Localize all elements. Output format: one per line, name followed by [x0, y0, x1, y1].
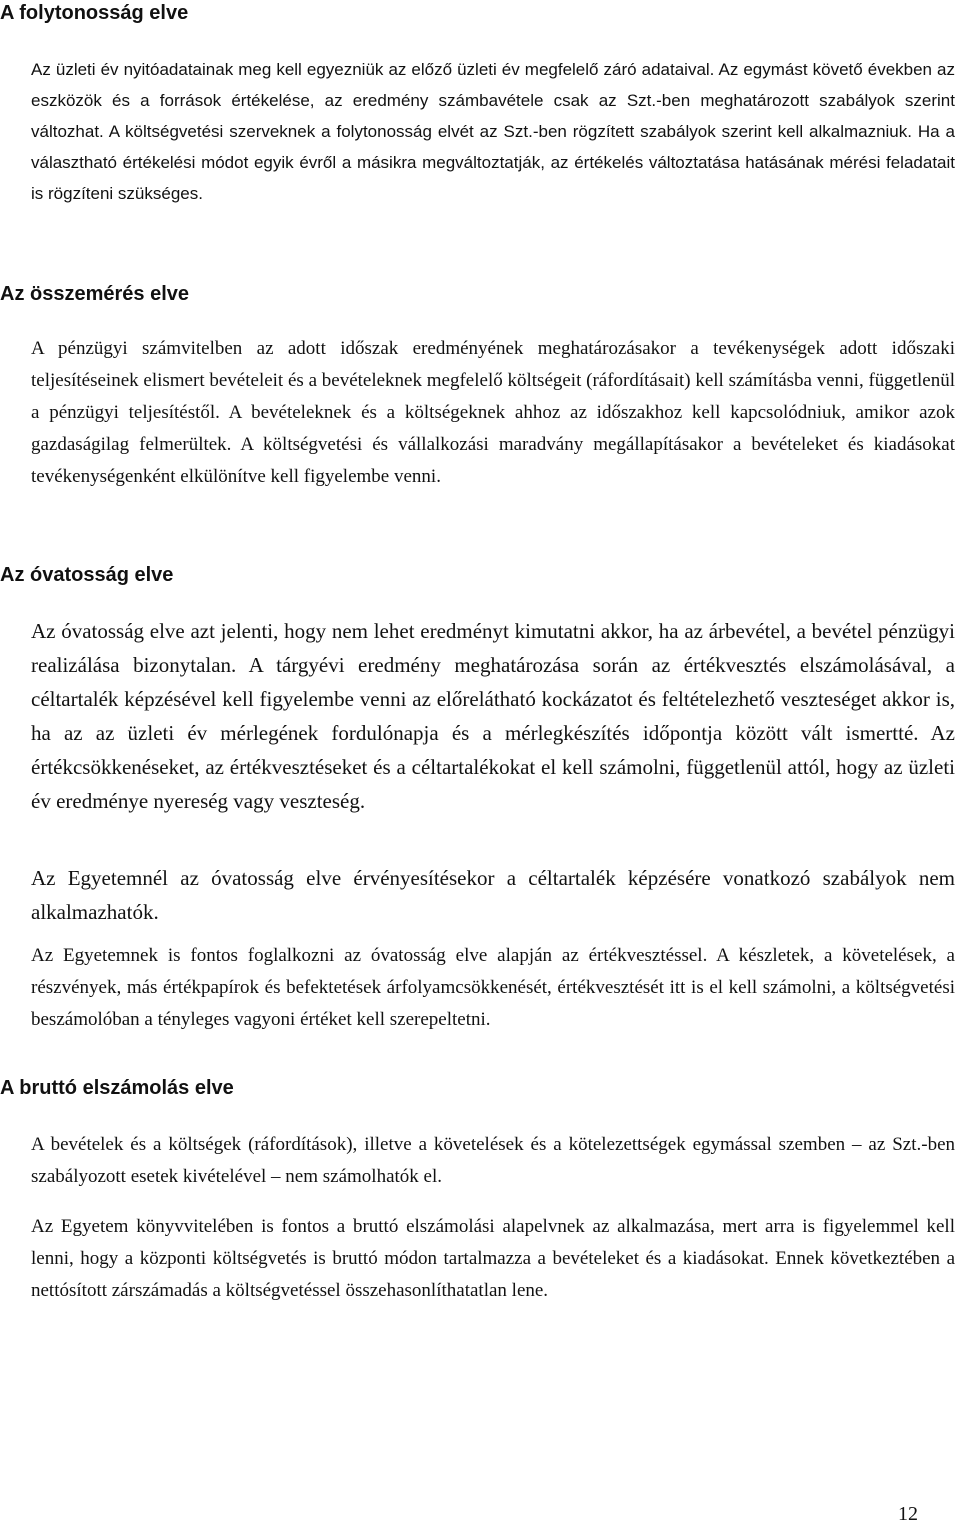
section-paragraph: A bevételek és a költségek (ráfordítások), illetve a követelések és a kötelezettségek egymással szemben – az Szt.-ben szabályozott esetek kivételével – nem számolhatók el. [31, 1134, 955, 1187]
section-paragraph: A pénzügyi számvitelben az adott időszak eredményének meghatározásakor a tevékenységek adott időszaki teljesítéseinek elismert bevételeit és a bevételeknek megfelelő költségeit (ráfordításait) kell számításba venni, függetlenül a pénzügyi teljesítéstől. A bevételeknek és a költségeknek ahhoz az időszakhoz kell kapcsolódniuk, amikor azok gazdaságilag felmerültek. A költségvetési és vállalkozási maradvány megállapításakor a bevételeket és kiadásokat tevékenységenként elkülönítve kell figyelembe venni. [31, 338, 955, 487]
section-heading-ovatossag: Az óvatosság elve [0, 564, 174, 586]
section-heading-brutto: A bruttó elszámolás elve [0, 1077, 234, 1099]
section-paragraph: Az Egyetem könyvvitelében is fontos a bruttó elszámolási alapelvnek az alkalmazása, mert arra is figyelemmel kell lenni, hogy a központi költségvetés is bruttó módon tartalmazza a bevételeket és a kiadásokat. Ennek következtében a nettósított zárszámadás a költségvetéssel összehasonlíthatatlan lene. [31, 1216, 955, 1301]
section-paragraph: Az üzleti év nyitóadatainak meg kell egyezniük az előző üzleti év megfelelő záró adataival. Az egymást követő években az eszközök és a források értékelése, az eredmény számbavétele csak az Szt.-ben meghatározott szabályok szerint változhat. A költségvetési szerveknek a folytonosság elvét az Szt.-ben rögzített szabályok szerint kell alkalmazniuk. Ha a választható értékelési módot egyik évről a másikra megváltoztatják, az értékelés változtatása hatásának mérési feladatait is rögzíteni szükséges. [31, 60, 955, 203]
section-heading-osszemeres: Az összemérés elve [0, 283, 190, 305]
section-paragraph: Az óvatosság elve azt jelenti, hogy nem lehet eredményt kimutatni akkor, ha az árbevétel, a bevétel pénzügyi realizálása bizonytalan. A tárgyévi eredmény meghatározása során az értékvesztés elszámolásával, a céltartalék képzésével kell figyelembe venni az előrelátható kockázatot és feltételezhető veszteséget akkor is, ha az az üzleti év mérlegének fordulónapja és a mérlegkészítés időpontja között vált ismertté. Az értékcsökkenéseket, az értékvesztéseket és a céltartalékokat el kell számolni, függetlenül attól, hogy az üzleti év eredménye nyereség vagy veszteség. [31, 619, 955, 813]
section-heading-folytonossag: A folytonosság elve [0, 2, 189, 24]
page-number: 12 [898, 1503, 918, 1525]
section-paragraph: Az Egyetemnél az óvatosság elve érvényesítésekor a céltartalék képzésére vonatkozó szabályok nem alkalmazhatók. [31, 866, 955, 924]
section-paragraph: Az Egyetemnek is fontos foglalkozni az óvatosság elve alapján az értékvesztéssel. A készletek, a követelések, a részvények, más értékpapírok és befektetések árfolyamcsökkenését, értékvesztését itt is el kell számolni, a költségvetési beszámolóban a tényleges vagyoni értéket kell szerepeltetni. [31, 945, 955, 1030]
